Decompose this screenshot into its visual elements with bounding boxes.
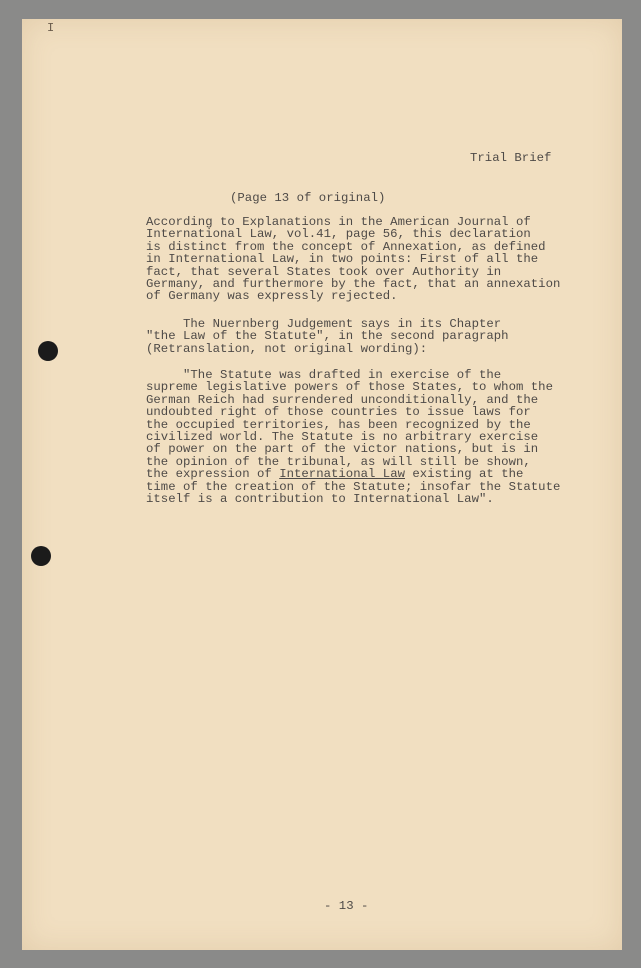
punch-hole — [38, 341, 58, 361]
underlined-term: International Law — [279, 467, 405, 482]
block-quote — [146, 369, 560, 505]
paragraph-1: According to Explanations in the American Journal of International Law, vol.41, page 56, this declaration is distinct from the concept of Annexation, as defined in International Law, in two points: First of all the fact, that several States took over Authority in Germany, and furthermore by the fact, that an annexation of Germany was expressly rejected. — [146, 215, 561, 304]
page-reference: (Page 13 of original) — [230, 191, 386, 205]
quote-text: "The Statute was drafted in exercise of the supreme legislative powers of those States, to whom the German Reich had surrendered unconditionally, and the undoubted right of those countries to issue laws for the occupied territories, has been recognized by the civilized world. The Statute is no arbitrary exercise of power on the part of the victor nations, but is in the opinion of the tribunal, as will still be shown, the expression of — [146, 368, 553, 482]
page-number: - 13 - — [324, 899, 369, 913]
paragraph-2: The Nuernberg Judgement says in its Chapter "the Law of the Statute", in the second paragraph (Retranslation, not original wording): — [146, 317, 509, 356]
punch-hole — [31, 546, 51, 566]
corner-mark: I — [47, 21, 55, 35]
document-label: Trial Brief — [470, 151, 552, 165]
document-page — [22, 19, 622, 950]
quote-text-end: existing at the time of the creation of the Statute; insofar the Statute itself is a contribution to International Law". — [146, 467, 561, 507]
